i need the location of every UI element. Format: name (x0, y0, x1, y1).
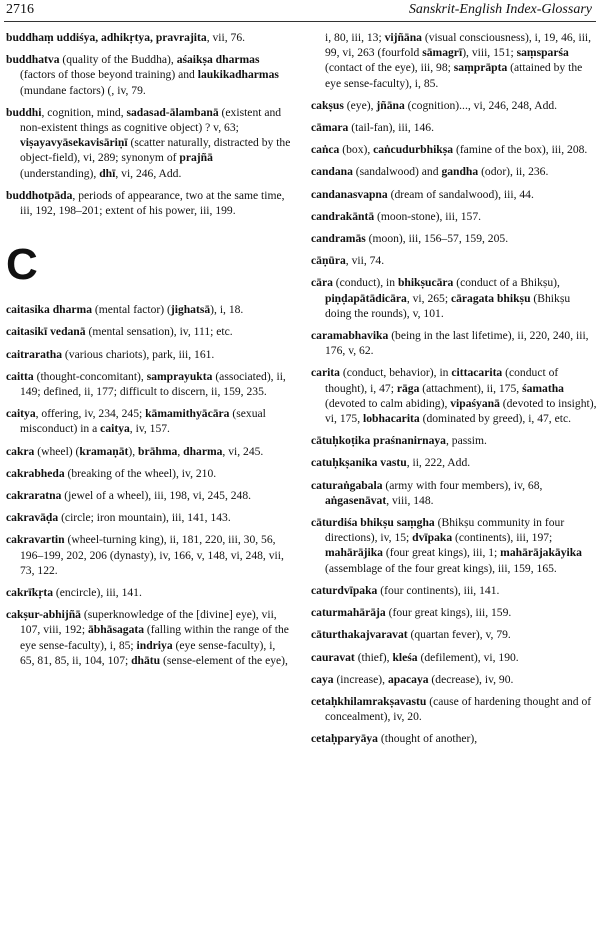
headword: bhikṣucāra (397, 276, 454, 290)
gloss-text: (dream of sandalwood), iii, 44. (387, 187, 534, 201)
gloss-text: (famine of the box), iii, 208. (453, 143, 588, 157)
headword: kleśa (392, 650, 418, 664)
gloss-text: (being in the last lifetime), ii, 220, 240, iii, 176, v, 62. (325, 329, 589, 358)
headword: mahārājakāyika (500, 546, 582, 560)
gloss-text: (sense-element of the eye), (160, 653, 288, 667)
headword: cetaḥparyāya (311, 732, 378, 746)
gloss-text: (jewel of a wheel), iii, 198, vi, 245, 248. (61, 489, 252, 503)
headword: cāmara (311, 121, 349, 135)
index-entry (6, 105, 291, 181)
headword: cāra (311, 276, 333, 290)
headword: cetaḥkhilamrakṣavastu (311, 694, 427, 708)
gloss-text: (mundane factors) (, iv, 79. (20, 83, 146, 97)
gloss-text: (cause of hardening thought and of concealment), iv, 20. (325, 694, 592, 724)
headword: caya (311, 672, 334, 686)
gloss-text: (assemblage of the four great kings), iii, 159, 165. (325, 561, 557, 575)
headword: sāmagrī (422, 46, 463, 60)
headword: aśaikṣa dharmas (176, 53, 260, 67)
index-entry (311, 650, 597, 665)
gloss-text: (dominated by greed), i, 47, etc. (419, 412, 572, 426)
headword: gandha (441, 165, 479, 179)
left-entries-c (6, 302, 291, 668)
headword: cakṣur-abhijñā (6, 608, 81, 622)
headword: caitya (6, 407, 36, 421)
headword: cāragata bhikṣu (450, 291, 531, 305)
headword: caitta (6, 369, 34, 383)
headword: cakravāḍa (6, 511, 59, 525)
gloss-text: , vii, 76. (206, 31, 246, 44)
gloss-text: (army with four members), iv, 68, (382, 478, 543, 492)
headword: caitya (100, 422, 130, 436)
headword: saṃprāpta (453, 61, 508, 75)
gloss-text: (increase), (333, 672, 388, 686)
index-entry (311, 731, 597, 746)
index-entry (311, 142, 597, 157)
headword: mahārājika (325, 546, 383, 560)
gloss-text: (tail-fan), iii, 146. (348, 121, 434, 135)
headword: indriya (136, 638, 173, 652)
index-entry (311, 98, 597, 113)
gloss-text: (attachment), ii, 175, (419, 381, 523, 395)
headword: caṅcudurbhikṣa (373, 143, 454, 157)
headword: dvīpaka (412, 531, 453, 545)
section-letter: C (6, 240, 38, 290)
headword: kramaṇāt (79, 444, 129, 458)
index-entry (311, 187, 597, 202)
headword: caitraratha (6, 347, 63, 361)
gloss-text: ), i, 18. (210, 303, 244, 317)
headword: laukikadharmas (197, 68, 279, 82)
index-entry (311, 478, 597, 508)
headword: cakra (6, 444, 35, 458)
headword: samprayukta (146, 369, 213, 383)
headword: cauravat (311, 650, 355, 664)
gloss-text: (breaking of the wheel), iv, 210. (64, 466, 217, 480)
headword: cātuḥkoṭika praśnanirnaya (311, 434, 446, 448)
index-entry (311, 120, 597, 135)
index-entry (311, 694, 597, 724)
gloss-text: (defilement), vi, 190. (417, 650, 519, 664)
gloss-text: (understanding), (20, 166, 100, 180)
headword: kāmamithyācāra (145, 407, 230, 421)
index-entry (311, 583, 597, 598)
index-entry (6, 369, 291, 399)
gloss-text: (eye), (343, 98, 377, 112)
headword: cāṇūra (311, 254, 346, 268)
gloss-text: (quartan fever), v, 79. (407, 628, 511, 642)
gloss-text: (four great kings), iii, 159. (385, 606, 512, 620)
headword: caturaṅgabala (311, 478, 383, 492)
gloss-text: (falling within the range of the eye sense-faculty), i, 85; (20, 623, 289, 652)
headword: jñāna (376, 98, 405, 112)
headword: rāga (396, 381, 420, 395)
headword: prajñā (179, 151, 213, 165)
gloss-text: ), viii, 151; (462, 46, 517, 60)
headword: ābhāsagata (87, 623, 145, 637)
headword: caramabhavika (311, 329, 389, 343)
gloss-text: , vi, 246, Add. (115, 166, 182, 180)
gloss-text: (various chariots), park, iii, 161. (62, 347, 215, 361)
gloss-text: (conduct), in (332, 276, 398, 290)
gloss-text: , viii, 148. (386, 493, 434, 507)
gloss-text: , vi, 245. (222, 444, 264, 458)
index-entry (6, 488, 291, 503)
headword: lobhacarita (363, 412, 420, 426)
headword: cakrabheda (6, 466, 65, 480)
headword: caturdvīpaka (311, 583, 378, 597)
headword: candramās (311, 232, 366, 246)
index-entry (311, 515, 597, 576)
headword: brāhma (138, 444, 178, 458)
gloss-text: (scatter naturally, distracted by the object-field), vi, 289; synonym of (20, 136, 291, 165)
gloss-text: (conduct of thought), i, 47; (325, 366, 559, 395)
index-entry (6, 302, 291, 317)
headword: cāturthakajvaravat (311, 628, 408, 642)
gloss-text: (four great kings), iii, 1; (382, 546, 501, 560)
headword: caitasikī vedanā (6, 325, 86, 339)
index-entry (6, 532, 291, 578)
index-entry (6, 444, 291, 459)
gloss-text: , vii, 74. (345, 254, 385, 268)
gloss-text: (contact of the eye), iii, 98; (325, 61, 454, 75)
gloss-text: , offering, iv, 234, 245; (35, 407, 146, 421)
index-entry (6, 188, 291, 218)
gloss-text: (thought of another), (377, 732, 478, 746)
index-entry (6, 466, 291, 481)
headword: caṅca (311, 143, 340, 157)
gloss-text: (attained by the eye sense-faculty), i, 85. (325, 61, 583, 90)
continued-entry (311, 30, 597, 91)
headword: viṣayavyāsekavisāriṇī (20, 136, 128, 150)
index-entry (311, 433, 597, 448)
index-entry (6, 585, 291, 600)
index-entry (311, 253, 597, 268)
gloss-text: (cognition)..., vi, 246, 248, Add. (404, 98, 558, 112)
gloss-text: (sexual misconduct) in a (20, 407, 266, 436)
page-number: 2716 (6, 2, 34, 17)
gloss-text: (odor), ii, 236. (478, 165, 549, 179)
headword: caturmahārāja (311, 606, 386, 620)
headword: vijñāna (384, 31, 422, 44)
index-entry (311, 605, 597, 620)
index-entry (6, 30, 291, 45)
gloss-text: (thief), (354, 650, 393, 664)
headword: vipaśyanā (450, 396, 500, 410)
gloss-text: (four continents), iii, 141. (377, 583, 500, 597)
headword: caitasika dharma (6, 303, 92, 317)
page-header (0, 0, 600, 26)
index-entry (311, 231, 597, 246)
headword: dharma (183, 444, 223, 458)
gloss-text: (decrease), iv, 90. (428, 672, 514, 686)
gloss-text: (conduct of a Bhikṣu), (453, 276, 560, 290)
index-entry (311, 627, 597, 642)
gloss-text: , iv, 157. (129, 422, 170, 436)
gloss-text: , cognition, mind, (41, 105, 127, 119)
index-entry (311, 209, 597, 224)
gloss-text: (moon), iii, 156–57, 159, 205. (365, 232, 509, 246)
gloss-text: (quality of the Buddha), (59, 53, 177, 67)
left-entries-b (6, 30, 291, 218)
gloss-text: (thought-concomitant), (33, 369, 147, 383)
headword: cittacarita (451, 366, 503, 380)
gloss-text: (superknowledge of the [divine] eye), vii, 107, viii, 192; (20, 608, 277, 637)
gloss-text: ), (128, 444, 139, 458)
gloss-text: (circle; iron mountain), iii, 141, 143. (58, 511, 231, 525)
index-entry (311, 365, 597, 426)
index-entry (6, 607, 291, 668)
headword: buddhaṃ uddiśya, adhikṛtya, pravrajita (6, 31, 207, 44)
headword: candana (311, 165, 353, 179)
gloss-text: , ii, 222, Add. (406, 456, 471, 470)
index-entry (311, 275, 597, 321)
headword: apacaya (387, 672, 429, 686)
gloss-text: (wheel) ( (34, 444, 80, 458)
right-column (311, 30, 597, 754)
gloss-text: , periods of appearance, two at the same time, iii, 192, 198–201; extent of his power, iii, 199. (20, 188, 285, 218)
headword: buddhotpāda (6, 188, 73, 202)
index-entry (6, 510, 291, 525)
gloss-text: , passim. (445, 434, 487, 448)
gloss-text: (conduct, behavior), in (339, 366, 452, 380)
headword: candrakāntā (311, 209, 375, 223)
headword: candanasvapna (311, 187, 388, 201)
index-entry (311, 328, 597, 358)
headword: carita (311, 366, 340, 380)
headword: dhī (99, 166, 116, 180)
headword: cakṣus (311, 98, 344, 112)
gloss-text: (devoted to calm abiding), (325, 396, 451, 410)
headword: cakravartin (6, 533, 65, 547)
headword: jighatsā (170, 303, 211, 317)
gloss-text: i, 80, iii, 13; (325, 31, 385, 44)
gloss-text: (continents), iii, 197; (452, 531, 553, 545)
gloss-text: (Bhikṣu community in four directions), iv, 15; (325, 516, 565, 545)
index-entry (311, 455, 597, 470)
gloss-text: (existent and non-existent things as cognitive object) ? v, 63; (20, 105, 282, 135)
gloss-text: (eye sense-faculty), i, 65, 81, 85, ii, 104, 107; (20, 638, 276, 667)
right-entries (311, 98, 597, 747)
left-column (6, 30, 291, 675)
header-rule (4, 21, 596, 22)
gloss-text: (moon-stone), iii, 157. (374, 209, 482, 223)
index-entry (311, 164, 597, 179)
headword: śamatha (522, 381, 564, 395)
headword: cakrīkṛta (6, 586, 54, 600)
headword: cakraratna (6, 489, 62, 503)
gloss-text: (sandalwood) and (352, 165, 442, 179)
gloss-text: , vi, 265; (406, 291, 451, 305)
gloss-text: (associated), ii, 149; defined, ii, 177; difficult to discern, ii, 159, 235. (20, 369, 286, 399)
index-entry (6, 52, 291, 98)
gloss-text: (Bhikṣu doing the rounds), v, 101. (325, 291, 571, 320)
headword: aṅgasenāvat (325, 493, 387, 507)
gloss-text: (mental factor) ( (92, 303, 171, 317)
index-entry (311, 672, 597, 687)
headword: cāturdiśa bhikṣu saṃgha (311, 516, 435, 530)
gloss-text: (wheel-turning king), ii, 181, 220, iii, 30, 56, 196–199, 202, 206 (dynasty), iv, 166, v, 148, vi, 248, vii, 73, 122. (20, 533, 284, 577)
index-entry (6, 347, 291, 362)
index-entry (6, 406, 291, 436)
headword: sadasad-ālambanā (126, 105, 219, 119)
index-entry (6, 324, 291, 339)
headword: saṃsparśa (516, 46, 569, 60)
gloss-text: (encircle), iii, 141. (53, 586, 142, 600)
headword: buddhi (6, 105, 42, 119)
gloss-text: , (177, 444, 184, 458)
headword: catuḥkṣanika vastu (311, 456, 407, 470)
gloss-text: (factors of those beyond training) and (20, 68, 198, 82)
gloss-text: (box), (339, 143, 374, 157)
gloss-text: (mental sensation), iv, 111; etc. (85, 325, 233, 339)
headword: buddhatva (6, 53, 60, 67)
running-head: Sanskrit-English Index-Glossary (408, 2, 592, 17)
headword: dhātu (131, 653, 161, 667)
gloss-text: (devoted to insight), vi, 175, (325, 396, 597, 426)
gloss-text: (visual consciousness), i, 19, 46, iii, 99, vi, 263 (fourfold (325, 31, 592, 60)
headword: piṇḍapātādicāra (325, 291, 407, 305)
